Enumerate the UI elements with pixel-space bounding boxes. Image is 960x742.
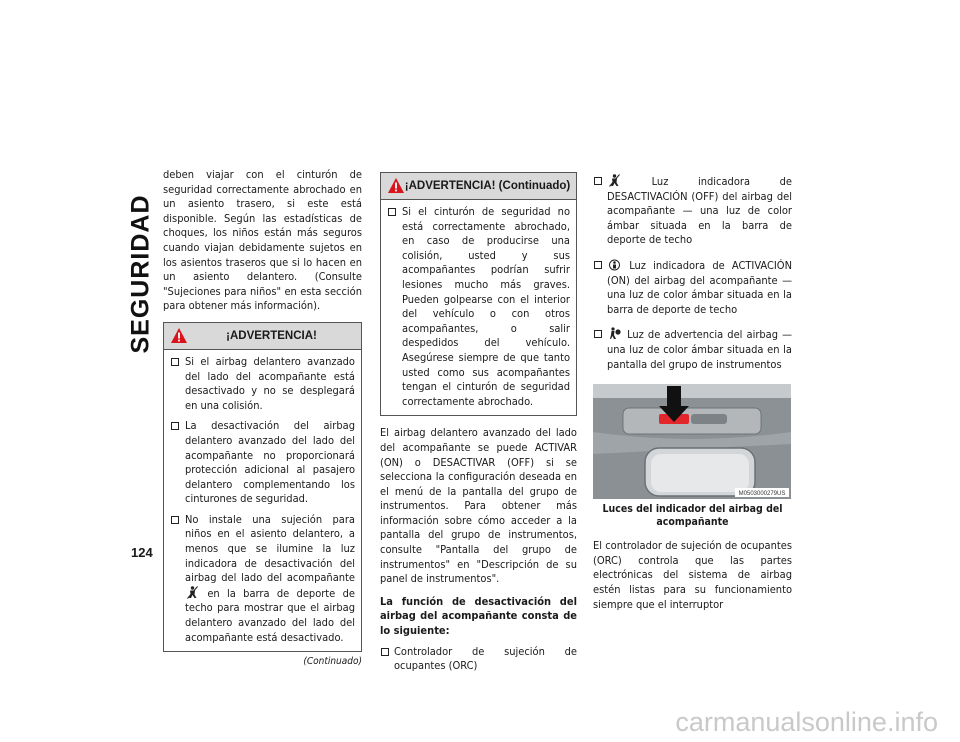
warning-title: ¡ADVERTENCIA! [226, 329, 317, 342]
figure-code: M0503000279US [738, 491, 786, 498]
column-2 [380, 168, 577, 674]
indicator-figure [593, 384, 791, 499]
warning-body [164, 350, 361, 651]
list-item: Luz indicadora de ACTIVACIÓN (ON) del airbag del acompañante — una luz de color ámbar situada en la barra de deporte de techo [593, 258, 792, 317]
page-number: 124 [131, 545, 153, 560]
checkbox-bullet-icon [388, 208, 396, 216]
list-item: Luz de advertencia del airbag — una luz de color ámbar situada en la pantalla del grupo de instrumentos [593, 327, 792, 372]
column-1 [163, 168, 362, 670]
checkbox-bullet-icon [171, 516, 179, 524]
checkbox-bullet-icon [171, 422, 179, 430]
figure-caption: Luces del indicador del airbag del acompañante [602, 503, 783, 529]
checkbox-bullet-icon [594, 330, 602, 338]
warning-box-continued [380, 172, 577, 416]
warning-item: Si el airbag delantero avanzado del lado del acompañante está desactivado y no se desplegará en una colisión. [170, 355, 355, 413]
checkbox-bullet-icon [594, 177, 602, 185]
airbag-warning-icon [609, 327, 621, 340]
section-title: SEGURIDAD [126, 194, 155, 354]
airbag-on-icon [609, 258, 620, 271]
airbag-off-icon [187, 586, 198, 599]
orc-paragraph: El controlador de sujeción de ocupantes (ORC) controla que las partes electrónicas del sistema de airbag estén listas para su funcionamiento siempre que el interruptor [593, 539, 792, 611]
checkbox-bullet-icon [594, 261, 602, 269]
warning-body [381, 200, 576, 415]
continued-label: (Continuado) [303, 656, 362, 668]
watermark: carmanualsonline.info [675, 707, 938, 737]
list-item: Luz indicadora de DESACTIVACIÓN (OFF) del airbag del acompañante — una luz de color ámbar situada en la barra de deporte de techo [593, 174, 792, 248]
section-tab [124, 168, 158, 380]
column-3 [593, 168, 792, 612]
checkbox-bullet-icon [381, 648, 389, 656]
airbag-off-icon [609, 174, 620, 187]
warning-box [163, 322, 362, 652]
airbag-paragraph: El airbag delantero avanzado del lado del acompañante se puede ACTIVAR (ON) o DESACTIVAR (OFF) si se selecciona la configuración deseada en el menú de la pantalla del grupo de instrumentos. Para obtener más información sobre cómo acceder a la pantalla del grupo de instrumentos, consulte "Pantalla del grupo de instrumentos" en "Descripción de su panel de instrumentos". [380, 426, 577, 586]
list-item: Controlador de sujeción de ocupantes (ORC) [380, 645, 577, 674]
warning-item: Si el cinturón de seguridad no está correctamente abrochado, en caso de producirse una colisión, usted y sus acompañantes podrían sufrir lesiones mucho más graves. Pueden golpearse con el interior del vehículo o con otros acompañantes, o salir despedidos del vehículo. Asegúrese siempre de que tanto usted como sus acompañantes tengan el cinturón de seguridad correctamente abrochado. [387, 205, 570, 409]
warning-header [164, 323, 361, 350]
warning-title: ¡ADVERTENCIA! (Continuado) [404, 180, 571, 192]
warning-item: La desactivación del airbag delantero avanzado del lado del acompañante no proporcionará protección adicional al pasajero delantero complementando los cinturones de seguridad. [170, 419, 355, 507]
overhead-console-illustration [593, 384, 791, 499]
checkbox-bullet-icon [171, 358, 179, 366]
subheading: La función de desactivación del airbag del acompañante consta de lo siguiente: [380, 594, 577, 638]
intro-paragraph: deben viajar con el cinturón de seguridad correctamente abrochado en un asiento trasero, si este está disponible. Según las estadísticas de choques, los niños están más seguros cuando viajan debidamente sujetos en los asientos traseros que si lo hacen en un asiento delantero. (Consulte "Sujeciones para niños" en esta sección para obtener más información). [163, 168, 362, 313]
warning-header [381, 173, 576, 200]
warning-item: No instale una sujeción para niños en el asiento delantero, a menos que se ilumine la luz indicadora de desactivación del airbag del lado del acompañante en la barra de deporte de techo para mostrar que el airbag delantero avanzado del lado del acompañante está desactivado. [170, 513, 355, 645]
